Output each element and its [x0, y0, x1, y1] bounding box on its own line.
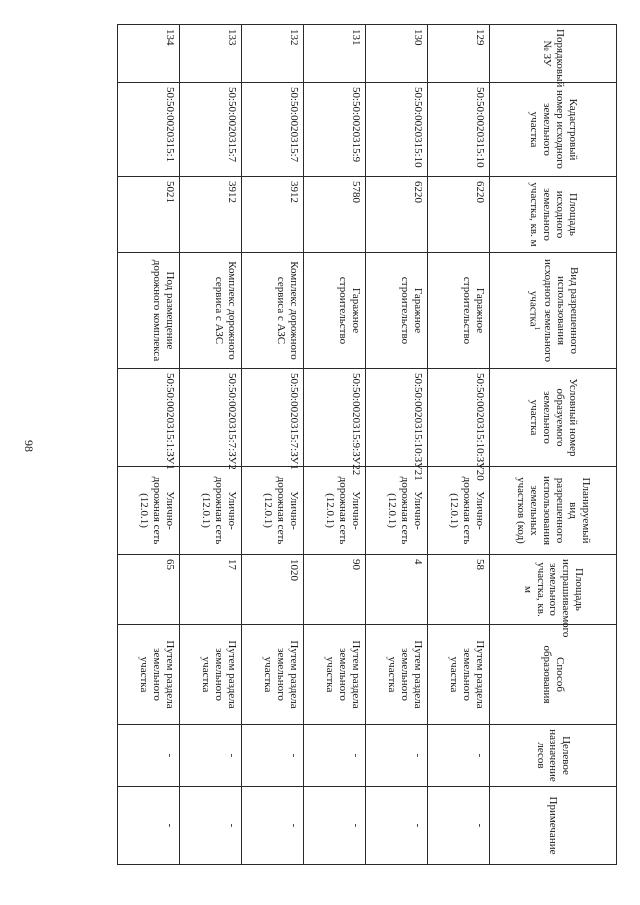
cell-permitted-use: Гаражное строительство	[428, 253, 490, 369]
cell-planned-use: Улично-дорожная сеть (12.0.1)	[180, 467, 242, 555]
cell-cadastral-number: 50:50:0020315:9	[304, 83, 366, 177]
cell-note: -	[428, 787, 490, 865]
cell-planned-use: Улично-дорожная сеть (12.0.1)	[118, 467, 180, 555]
header-conditional-number: Условный номер образуемого земельного участка	[490, 369, 617, 467]
header-note: Примечание	[490, 787, 617, 865]
cell-forest-purpose: -	[118, 725, 180, 787]
cell-conditional-number: 50:50:0020315:1:ЗУ1	[118, 369, 180, 467]
header-source-area: Площадь исходного земельного участка, кв. м	[490, 177, 617, 253]
cell-source-area: 3912	[180, 177, 242, 253]
land-plot-table	[117, 24, 617, 865]
cell-source-area: 3912	[242, 177, 304, 253]
cell-conditional-number: 50:50:0020315:10:ЗУ21	[366, 369, 428, 467]
cell-permitted-use: Комплекс дорожного сервиса с АЗС	[180, 253, 242, 369]
table-row	[428, 25, 490, 865]
cell-note: -	[242, 787, 304, 865]
cell-planned-use: Улично-дорожная сеть (12.0.1)	[366, 467, 428, 555]
cell-cadastral-number: 50:50:0020315:7	[242, 83, 304, 177]
cell-permitted-use: Комплекс дорожного сервиса с АЗС	[242, 253, 304, 369]
cell-planned-use: Улично-дорожная сеть (12.0.1)	[242, 467, 304, 555]
cell-requested-area: 4	[366, 555, 428, 625]
table-row	[366, 25, 428, 865]
cell-forest-purpose: -	[242, 725, 304, 787]
cell-plot-number: 129	[428, 25, 490, 83]
cell-plot-number: 133	[180, 25, 242, 83]
header-permitted-use-text: Вид разрешенного использования исходного земельного участка	[527, 258, 580, 363]
cell-permitted-use: Гаражное строительство	[304, 253, 366, 369]
cell-permitted-use: Под размещение дорожного комплекса	[118, 253, 180, 369]
cell-plot-number: 132	[242, 25, 304, 83]
cell-formation-method: Путем раздела земельного участка	[304, 625, 366, 725]
cell-cadastral-number: 50:50:0020315:10	[428, 83, 490, 177]
header-requested-area: Площадь испрашиваемого земельного участка, кв. м	[490, 555, 617, 625]
cell-note: -	[366, 787, 428, 865]
cell-requested-area: 58	[428, 555, 490, 625]
cell-plot-number: 130	[366, 25, 428, 83]
cell-note: -	[118, 787, 180, 865]
cell-cadastral-number: 50:50:0020315:7	[180, 83, 242, 177]
cell-planned-use: Улично-дорожная сеть (12.0.1)	[304, 467, 366, 555]
cell-note: -	[304, 787, 366, 865]
cell-requested-area: 1020	[242, 555, 304, 625]
cell-cadastral-number: 50:50:0020315:1	[118, 83, 180, 177]
cell-conditional-number: 50:50:0020315:9:ЗУ22	[304, 369, 366, 467]
cell-conditional-number: 50:50:0020315:7:ЗУ1	[242, 369, 304, 467]
cell-requested-area: 17	[180, 555, 242, 625]
cell-source-area: 6220	[366, 177, 428, 253]
cell-conditional-number: 50:50:0020315:10:ЗУ20	[428, 369, 490, 467]
header-formation-method: Способ образования	[490, 625, 617, 725]
page-number: 98	[22, 440, 36, 452]
cell-formation-method: Путем раздела земельного участка	[242, 625, 304, 725]
table-row	[242, 25, 304, 865]
cell-forest-purpose: -	[428, 725, 490, 787]
cell-source-area: 5021	[118, 177, 180, 253]
rotated-table-wrapper	[62, 24, 617, 864]
header-forest-purpose: Целевое назначение лесов	[490, 725, 617, 787]
cell-cadastral-number: 50:50:0020315:10	[366, 83, 428, 177]
table-row	[118, 25, 180, 865]
table-header-row	[490, 25, 617, 865]
cell-forest-purpose: -	[366, 725, 428, 787]
header-footnote-mark: 1	[532, 326, 541, 331]
cell-planned-use: Улично-дорожная сеть (12.0.1)	[428, 467, 490, 555]
cell-requested-area: 65	[118, 555, 180, 625]
cell-formation-method: Путем раздела земельного участка	[180, 625, 242, 725]
cell-formation-method: Путем раздела земельного участка	[118, 625, 180, 725]
cell-requested-area: 90	[304, 555, 366, 625]
cell-formation-method: Путем раздела земельного участка	[366, 625, 428, 725]
header-plot-number: Порядковый № ЗУ	[490, 25, 617, 83]
table-row	[180, 25, 242, 865]
cell-plot-number: 131	[304, 25, 366, 83]
cell-source-area: 6220	[428, 177, 490, 253]
cell-forest-purpose: -	[304, 725, 366, 787]
cell-conditional-number: 50:50:0020315:7:ЗУ2	[180, 369, 242, 467]
cell-source-area: 5780	[304, 177, 366, 253]
cell-note: -	[180, 787, 242, 865]
header-planned-use: Планируемый вид разрешенного использования земельных участков (код)	[490, 467, 617, 555]
header-permitted-use	[490, 253, 617, 369]
cell-formation-method: Путем раздела земельного участка	[428, 625, 490, 725]
cell-plot-number: 134	[118, 25, 180, 83]
cell-forest-purpose: -	[180, 725, 242, 787]
cell-permitted-use: Гаражное строительство	[366, 253, 428, 369]
table-row	[304, 25, 366, 865]
header-cadastral-number: Кадастровый номер исходного земельного участка	[490, 83, 617, 177]
